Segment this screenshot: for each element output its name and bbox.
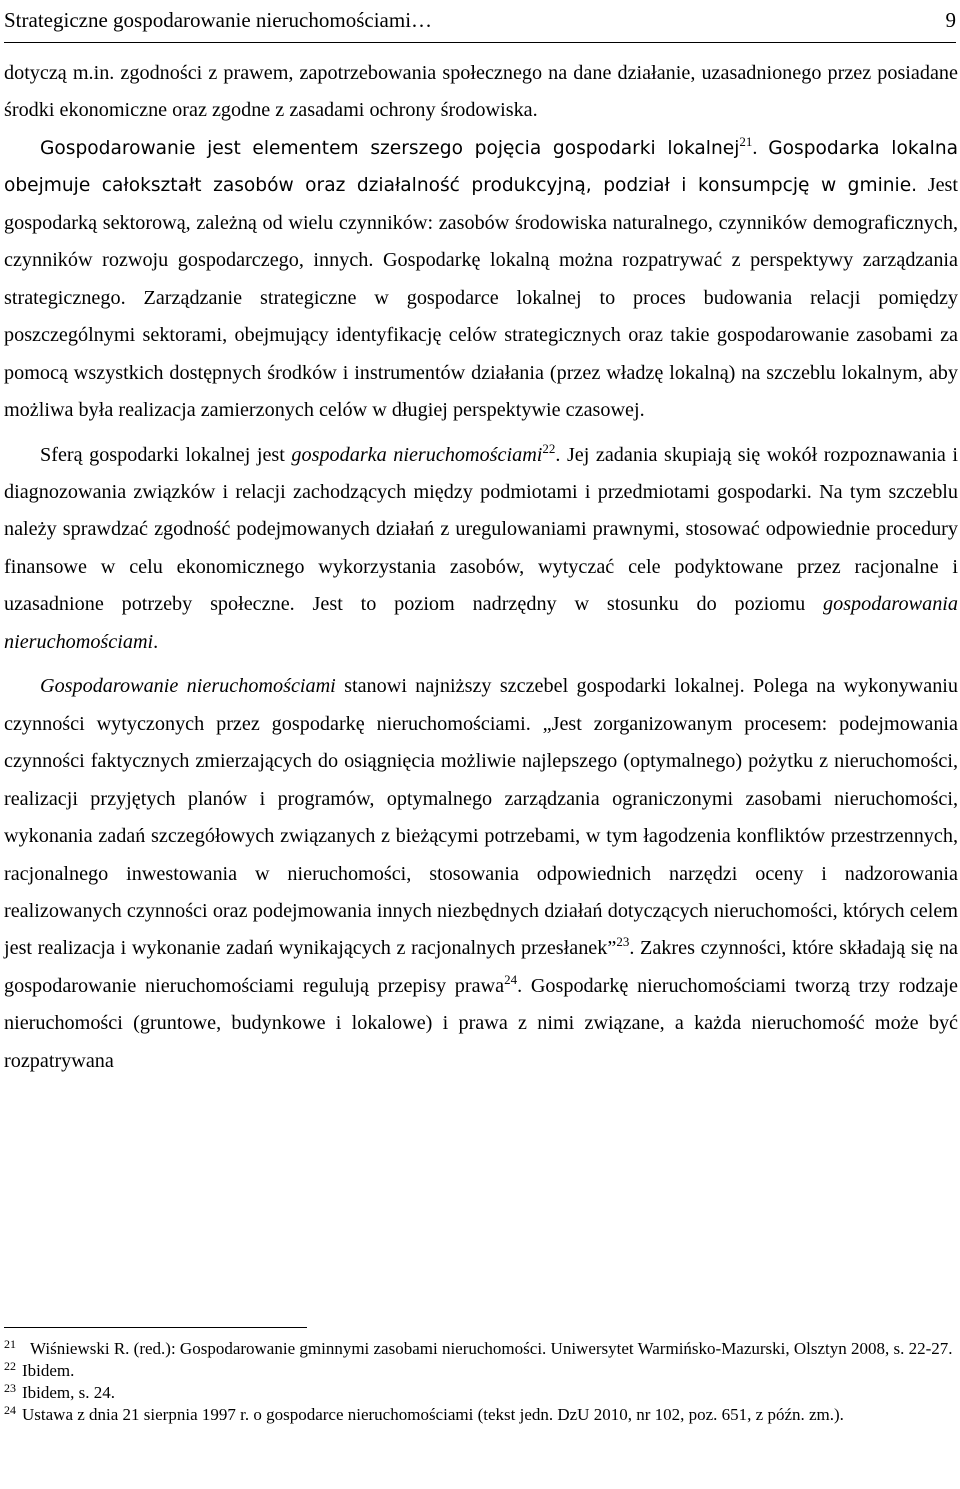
footnote-number: 21 [4,1337,16,1351]
paragraph-4-text-c: . Gospodarkę nieruchomościami tworzą trzy rodzaje nieruchomości (gruntowe, budynkowe i lokalowe) i prawa z nimi związane, a każda nieruchomość może być rozpatrywana [4,974,958,1072]
footnotes [4,1338,958,1426]
paragraph-4-text-a: stanowi najniższy szczebel gospodarki lokalnej. Polega na wykonywaniu czynności wytyczonych przez gospodarkę nieruchomościami. „Jest zorganizowanym procesem: podejmowania czynności faktycznych zmierzających do osiągnięcia możliwie najlepszego (optymalnego) pożytku z nieruchomości, realizacji przyjętych planów i programów, optymalnego zarządzania ograniczonymi zasobami nieruchomości, wykonania zadań szczegółowych związanych z bieżącymi potrzebami, w tym łagodzenia konfliktów przestrzennych, racjonalnego inwestowania w nieruchomości, stosowania odpowiednich narzędzi oceny i nadzorowania realizowanych czynności oraz podejmowania innych niezbędnych działań dotyczących nieruchomości, których celem jest realizacja i wykonanie zadań wynikających z racjonalnych przesłanek” [4,675,958,960]
paragraph-2-text-d: Jest gospodarką sektorową, zależną od wielu czynników: zasobów środowiska naturalnego, czynników demograficznych, czynników rozwoju gospodarczego, innych. Gospodarkę lokalną można rozpatrywać z perspektywy zarządzania strategicznego. Zarządzanie strategiczne w gospodarce lokalnej to proces budowania relacji pomiędzy poszczególnymi sektorami, obejmujący identyfikację celów strategicznych oraz takie gospodarowanie zasobami za pomocą wszystkich dostępnych środków i instrumentów działania (przez władzę lokalną) na szczeblu lokalnym, aby możliwa była realizacja zamierzonych celów w długiej perspektywie czasowej. [4,174,959,422]
paragraph-3 [4,437,958,662]
footnote-text: Wiśniewski R. (red.): Gospodarowanie gminnymi zasobami nieruchomości. Uniwersytet Warmińsko-Mazurski, Olsztyn 2008, s. 22-27. [30,1339,953,1358]
paragraph-3-text-c: . [153,630,159,653]
footnote-ref-24: 24 [504,971,518,987]
paragraph-3-text-a: Sferą gospodarki lokalnej jest [40,443,292,466]
footnote-text: Ibidem. [22,1361,75,1380]
running-header [4,2,956,43]
paragraph-2-text-c: Gospodarka lokalna obejmuje całokształt zasobów oraz działalność produkcyjną, podział i konsumpcję w gminie. [4,137,958,197]
paragraph-2-text-a: Gospodarowanie jest elementem szerszego pojęcia gospodarki lokalnej [40,137,740,159]
footnote-item [4,1382,958,1404]
paragraph-3-emphasis-2: gospodarowania nieruchomościami [4,593,958,653]
footnote-text: Ustawa z dnia 21 sierpnia 1997 r. o gospodarce nieruchomościami (tekst jedn. DzU 2010, nr 102, poz. 651, z późn. zm.). [22,1405,844,1424]
footnote-separator [4,1327,307,1328]
footnote-item [4,1404,958,1426]
footnote-item [4,1360,958,1382]
page-number: 9 [945,8,956,32]
footnote-ref-22: 22 [542,440,556,456]
paragraph-4-emphasis: Gospodarowanie nieruchomościami [40,675,336,698]
footnote-ref-23: 23 [616,934,630,950]
footnote-text: Ibidem, s. 24. [22,1383,116,1402]
running-title: Strategiczne gospodarowanie nieruchomościami… [4,8,433,32]
paragraph-3-text-b: . Jej zadania skupiają się wokół rozpoznawania i diagnozowania związków i relacji zachodzących między podmiotami i przedmiotami gospodarki. Na tym szczeblu należy sprawdzać zgodność podejmowanych działań z uregulowaniami prawnymi, stosować odpowiednie procedury finansowe w celu ekonomicznego wykorzystania zasobów, wytyczać cele podyktowane przez racjonalne i uzasadnione potrzeby społeczne. Jest to poziom nadrzędny w stosunku do poziomu [4,443,959,616]
paragraph-3-emphasis: gospodarka nieruchomościami [291,443,543,466]
footnote-number: 24 [4,1403,16,1417]
paragraph-2-text-b: . [752,136,769,159]
footnote-number: 23 [4,1381,16,1395]
paragraph-1 [4,55,958,130]
paragraph-4 [4,668,958,1080]
paragraph-4-text-b: . Zakres czynności, które składają się na gospodarowanie nieruchomościami regulują przepisy prawa [4,937,958,997]
paragraph-2 [4,130,958,430]
footnote-number: 22 [4,1359,16,1373]
main-text [4,55,958,1080]
footnote-item [4,1338,958,1360]
footnote-ref-21: 21 [739,133,753,149]
paragraph-1-text: dotyczą m.in. zgodności z prawem, zapotrzebowania społecznego na dane działanie, uzasadnionego przez posiadane środki ekonomiczne oraz zgodne z zasadami ochrony środowiska. [4,62,958,122]
